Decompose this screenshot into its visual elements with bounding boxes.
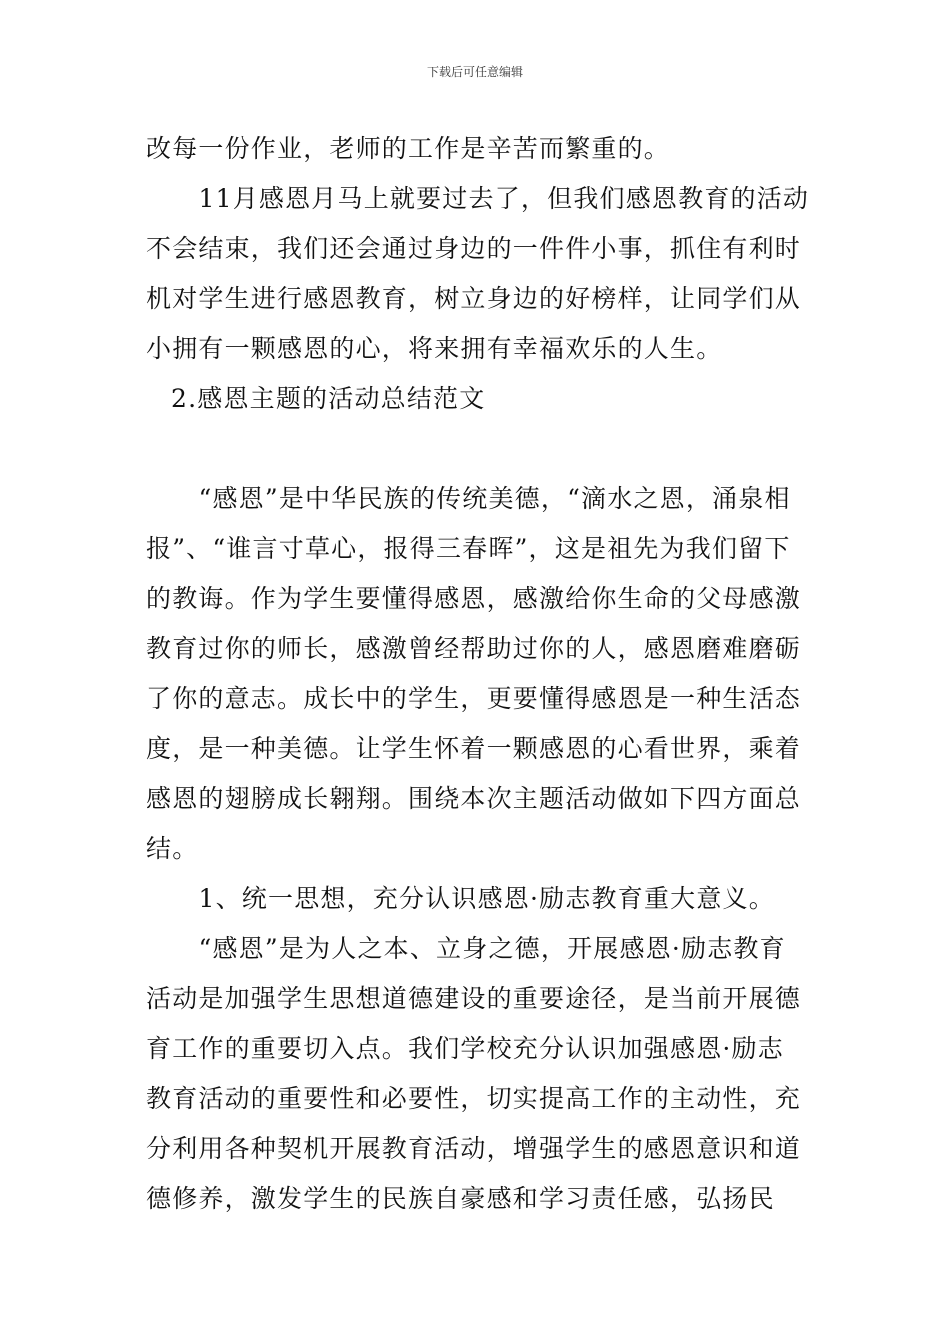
paragraph-gratitude-intro: “感恩”是中华民族的传统美德，“滴水之恩，涌泉相报”、“谁言寸草心，报得三春晖”，这是祖先为我们留下的教诲。作为学生要懂得感恩，感激给你生命的父母感激教育过你的师长，感激曾经帮助过你的人，感恩磨难磨砺了你的意志。成长中的学生，更要懂得感恩是一种生活态度，是一种美德。让学生怀着一颗感恩的心看世界，乘着感恩的翅膀成长翱翔。围绕本次主题活动做如下四方面总结。: [146, 484, 802, 863]
page-header-watermark: 下载后可任意编辑: [426, 65, 523, 79]
paragraph-continuation: 改每一份作业，老师的工作是辛苦而繁重的。: [146, 134, 671, 163]
blank-line: [146, 424, 810, 474]
paragraph-gratitude-education: “感恩”是为人之本、立身之德，开展感恩·励志教育活动是加强学生思想道德建设的重要途径，是当前开展德育工作的重要切入点。我们学校充分认识加强感恩·励志教育活动的重要性和必要性，切实提高工作的主动性，充分利用各种契机开展教育活动，增强学生的感恩意识和道德修养，激发学生的民族自豪感和学习责任感，弘扬民: [146, 934, 802, 1213]
subheading-unify-thinking: 1、统一思想，充分认识感恩·励志教育重大意义。: [198, 884, 775, 913]
paragraph-november-gratitude: 11月感恩月马上就要过去了，但我们感恩教育的活动不会结束，我们还会通过身边的一件件小事，抓住有利时机对学生进行感恩教育，树立身边的好榜样，让同学们从小拥有一颗感恩的心，将来拥有幸福欢乐的人生。: [146, 184, 810, 363]
section-heading: 2.感恩主题的活动总结范文: [171, 384, 486, 413]
document-body: [146, 124, 810, 1224]
